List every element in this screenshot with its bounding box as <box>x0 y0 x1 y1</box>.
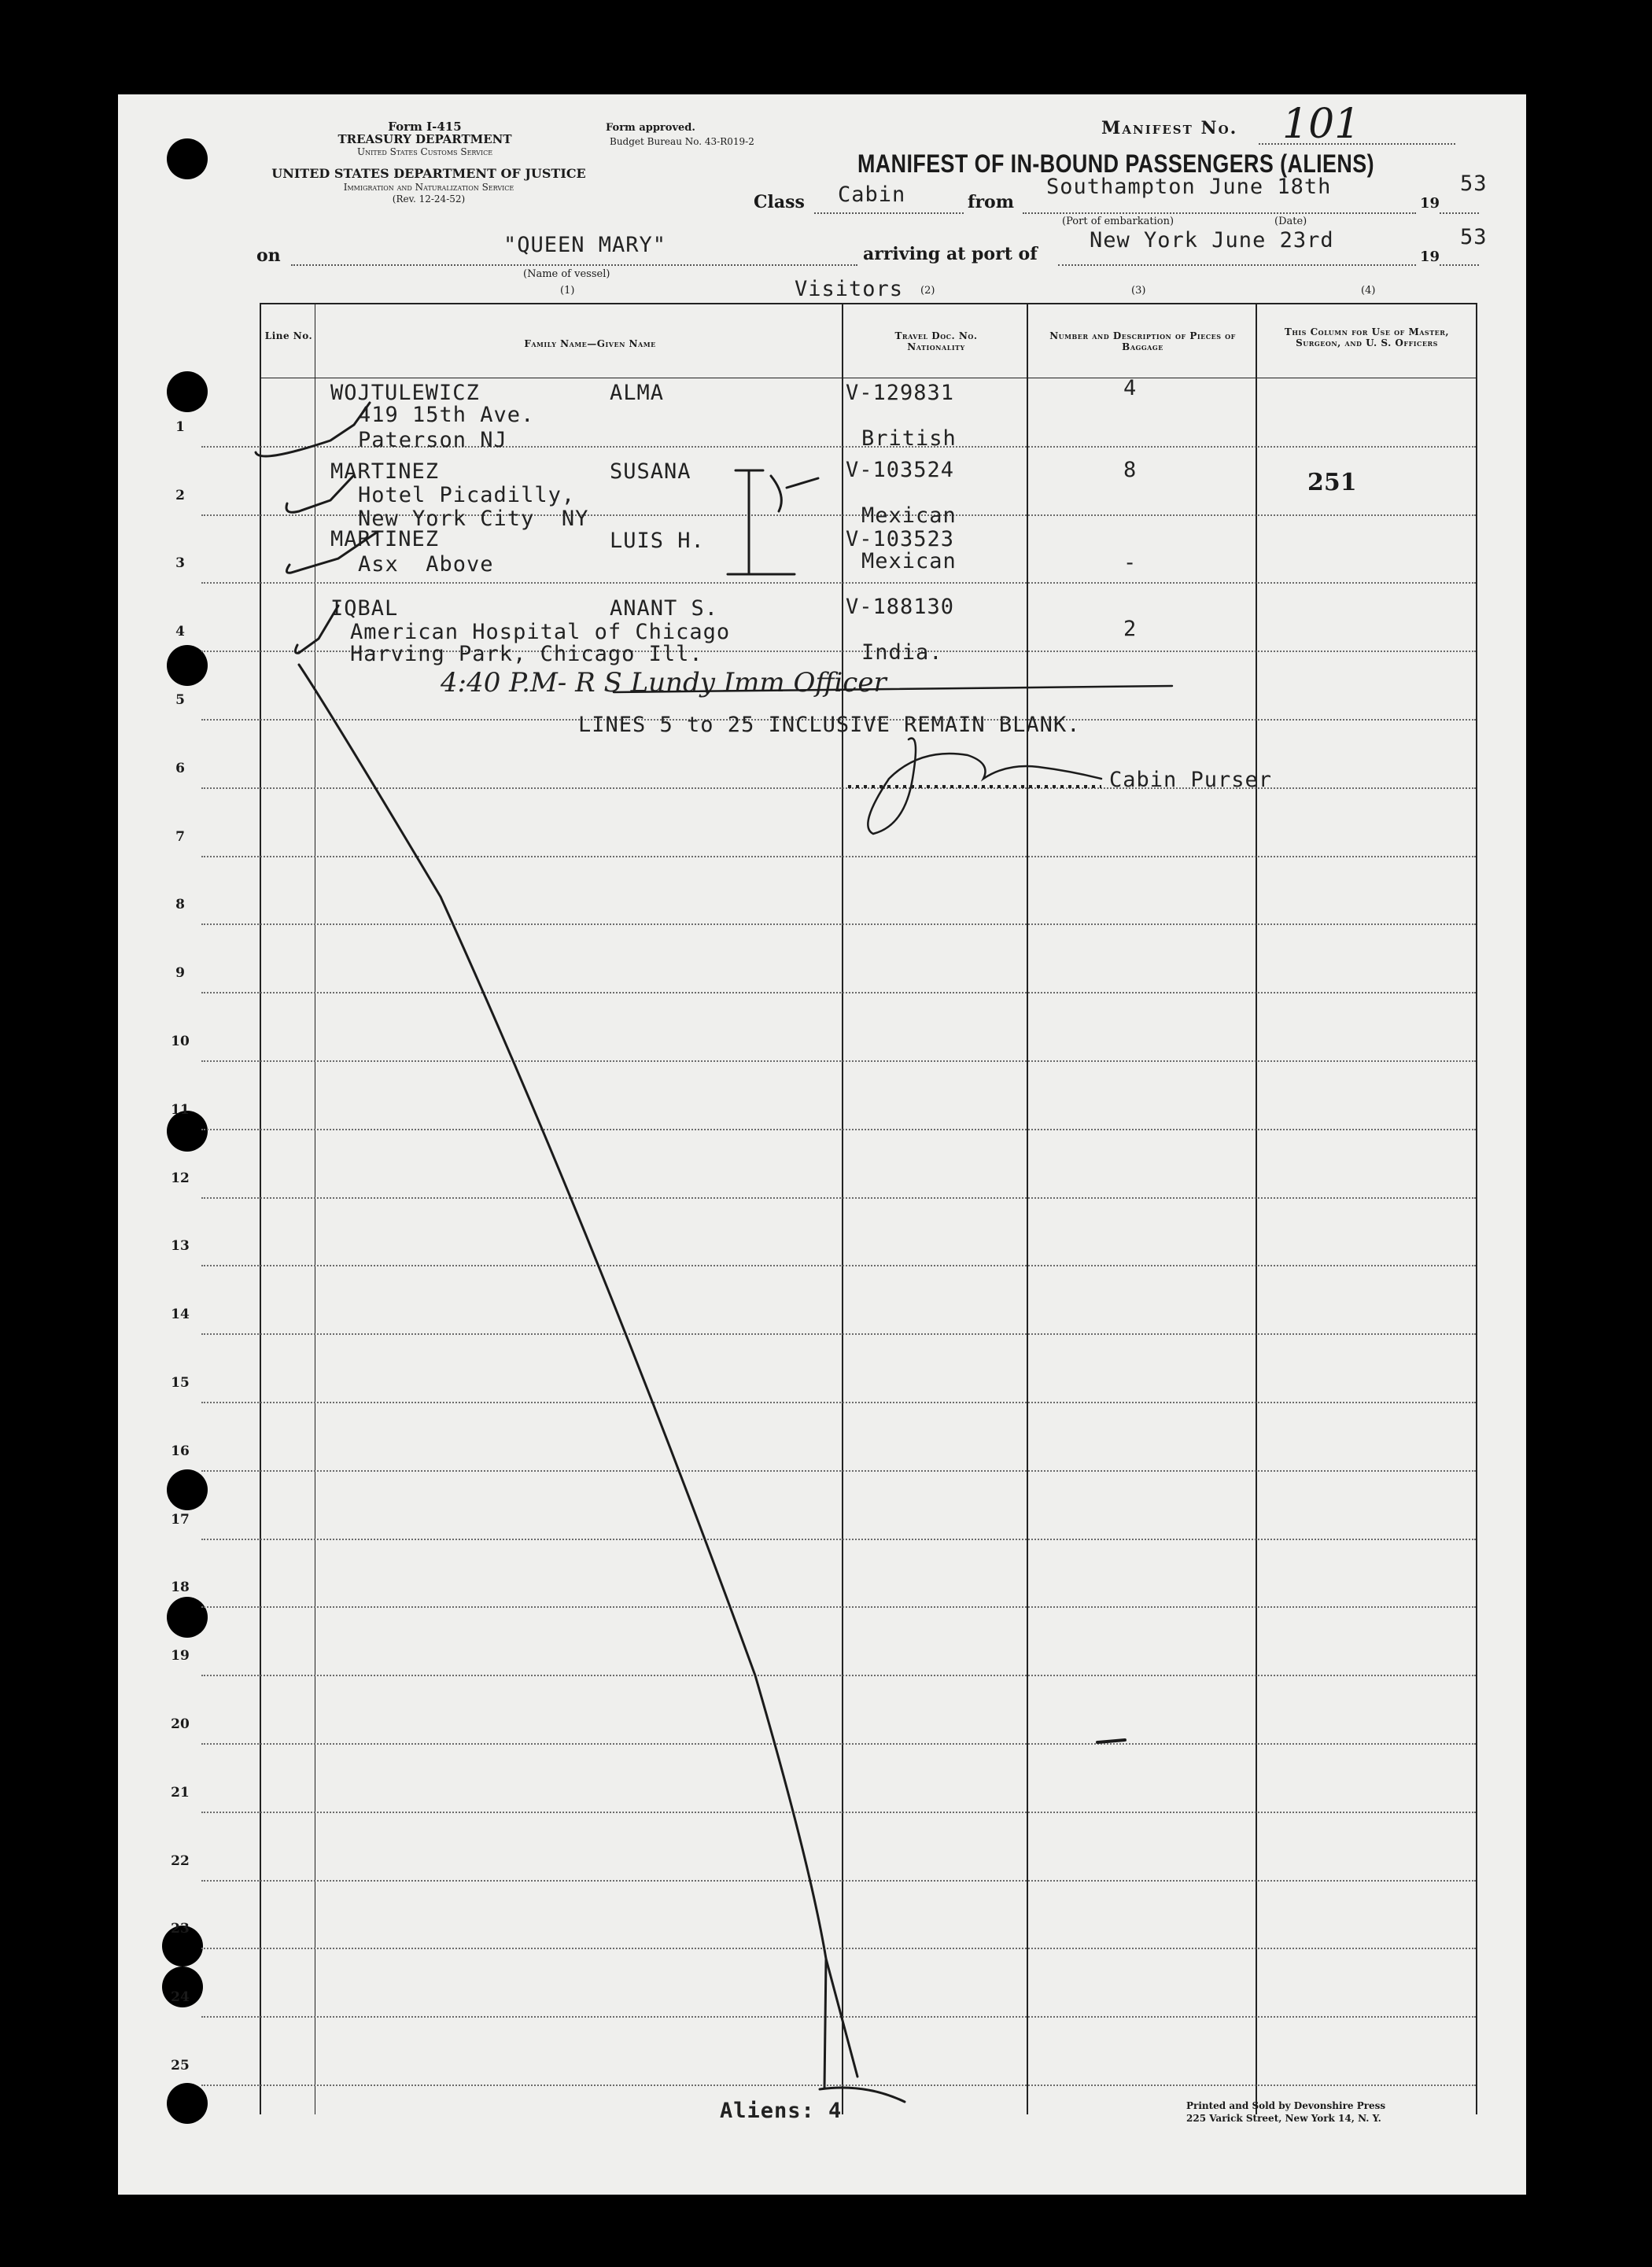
line-number: 24 <box>171 1989 190 2006</box>
line-number: 8 <box>175 897 185 913</box>
entry-address: American Hospital of Chicago <box>350 620 731 644</box>
from-label: from <box>968 192 1015 212</box>
handwritten-officer-note: 4:40 P.M- R S Lundy Imm Officer <box>441 667 887 699</box>
entry-baggage: 2 <box>1123 617 1138 641</box>
line-number: 13 <box>171 1238 190 1255</box>
visitors-label: Visitors <box>795 277 904 301</box>
line-number: 21 <box>171 1784 190 1801</box>
entry-doc-number: V-129831 <box>846 381 955 405</box>
line-number: 17 <box>171 1511 190 1528</box>
entry-given-name: LUIS H. <box>610 529 705 553</box>
entry-nationality: Mexican <box>861 503 957 528</box>
entry-address: Paterson NJ <box>358 428 507 452</box>
customs-label: United States Customs Service <box>356 146 493 157</box>
class-label: Class <box>754 192 805 212</box>
line-number: 3 <box>175 555 185 572</box>
line-number: 16 <box>171 1443 190 1459</box>
line-number: 25 <box>171 2058 190 2073</box>
entry-nationality: Mexican <box>861 549 957 573</box>
entry-address: Hotel Picadilly, <box>358 483 576 507</box>
vessel-name: "QUEEN MARY" <box>503 233 667 257</box>
line-number: 11 <box>171 1101 190 1118</box>
printer-line1: Printed and Sold by Devonshire Press <box>1186 2100 1386 2111</box>
entry-baggage: - <box>1123 551 1138 575</box>
checkmark-icon <box>286 475 354 512</box>
checkmark-icon <box>286 532 378 573</box>
manifest-number: 101 <box>1282 101 1361 148</box>
revision-label: (Rev. 12-24-52) <box>392 194 466 205</box>
line-number: 4 <box>175 624 185 640</box>
class-value: Cabin <box>838 182 906 207</box>
line-number: 12 <box>171 1170 190 1186</box>
bracket-mark <box>728 470 795 574</box>
col-header-officers: This Column for Use of Master, Surgeon, and U. S. Officers <box>1284 326 1450 348</box>
line-number: 2 <box>175 487 185 503</box>
checkmark-icon <box>295 606 338 653</box>
arrival-value: New York June 23rd <box>1090 228 1334 253</box>
entry-given-name: ANANT S. <box>610 596 719 621</box>
form-number: Form I-415 <box>388 120 462 134</box>
line-number: 18 <box>171 1580 190 1596</box>
entry-baggage: 4 <box>1123 376 1138 400</box>
line-number: 19 <box>171 1648 190 1664</box>
line-number: 14 <box>171 1307 190 1323</box>
line-number: 22 <box>171 1852 190 1869</box>
budget-bureau: Budget Bureau No. 43-R019-2 <box>610 136 754 147</box>
on-label: on <box>256 245 281 266</box>
date-caption: (Date) <box>1274 216 1307 227</box>
line-number: 23 <box>171 1921 190 1937</box>
port-caption: (Port of embarkation) <box>1062 216 1174 227</box>
entry-family-name: WOJTULEWICZ <box>330 381 480 405</box>
entry-given-name: SUSANA <box>610 459 691 484</box>
checkmark-icon <box>256 403 370 456</box>
printer-line2: 225 Varick Street, New York 14, N. Y. <box>1186 2113 1381 2124</box>
entry-nationality: British <box>861 426 957 451</box>
entry-baggage: 8 <box>1123 458 1138 482</box>
line-number: 1 <box>175 418 185 435</box>
line-number: 5 <box>175 692 185 708</box>
ins-label: Immigration and Naturalization Service <box>343 182 514 193</box>
treasury-label: TREASURY DEPARTMENT <box>337 132 512 146</box>
entry-family-name: IQBAL <box>330 596 399 621</box>
entry-family-name: MARTINEZ <box>330 527 440 551</box>
strike-line <box>299 665 857 2077</box>
entry-doc-number: V-188130 <box>846 595 955 619</box>
line-number: 6 <box>175 760 185 776</box>
entry-given-name: ALMA <box>610 381 665 405</box>
year-arrival: 53 <box>1460 225 1488 249</box>
purser-label: Cabin Purser <box>1109 768 1273 792</box>
entry-officer-note: 251 <box>1307 469 1357 496</box>
line-number: 9 <box>175 965 185 982</box>
col-header-doc: Travel Doc. No. Nationality <box>894 330 978 352</box>
entry-address: Asx Above <box>358 552 494 577</box>
entry-address: New York City NY <box>358 507 589 531</box>
line-number: 20 <box>171 1716 190 1732</box>
vessel-caption: (Name of vessel) <box>523 268 610 280</box>
line-number: 15 <box>171 1375 190 1391</box>
arriving-label: arriving at port of <box>863 244 1038 264</box>
form-approved: Form approved. <box>606 122 695 134</box>
justice-label: UNITED STATES DEPARTMENT OF JUSTICE <box>271 166 586 181</box>
entry-family-name: MARTINEZ <box>330 459 440 484</box>
line-number: 10 <box>171 1034 190 1049</box>
manifest-no-label: Manifest No. <box>1101 118 1238 138</box>
col-header-name: Family Name—Given Name <box>524 338 656 349</box>
entry-address: 419 15th Ave. <box>358 403 535 427</box>
col-header-baggage: Number and Description of Pieces of Baggage <box>1049 330 1236 352</box>
entry-doc-number: V-103523 <box>846 527 955 551</box>
entry-nationality: India. <box>861 640 943 665</box>
col-header-line: Line No. <box>264 330 313 341</box>
embarkation-value: Southampton June 18th <box>1046 175 1332 199</box>
blank-lines-note: LINES 5 to 25 INCLUSIVE REMAIN BLANK. <box>578 713 1081 737</box>
line-number: 7 <box>175 828 185 845</box>
entry-address: Harving Park, Chicago Ill. <box>350 642 703 666</box>
page-title: MANIFEST OF IN-BOUND PASSENGERS (ALIENS) <box>857 149 1374 178</box>
entry-doc-number: V-103524 <box>846 458 955 482</box>
aliens-count: Aliens: 4 <box>720 2099 843 2123</box>
year-embarkation: 53 <box>1460 171 1488 196</box>
